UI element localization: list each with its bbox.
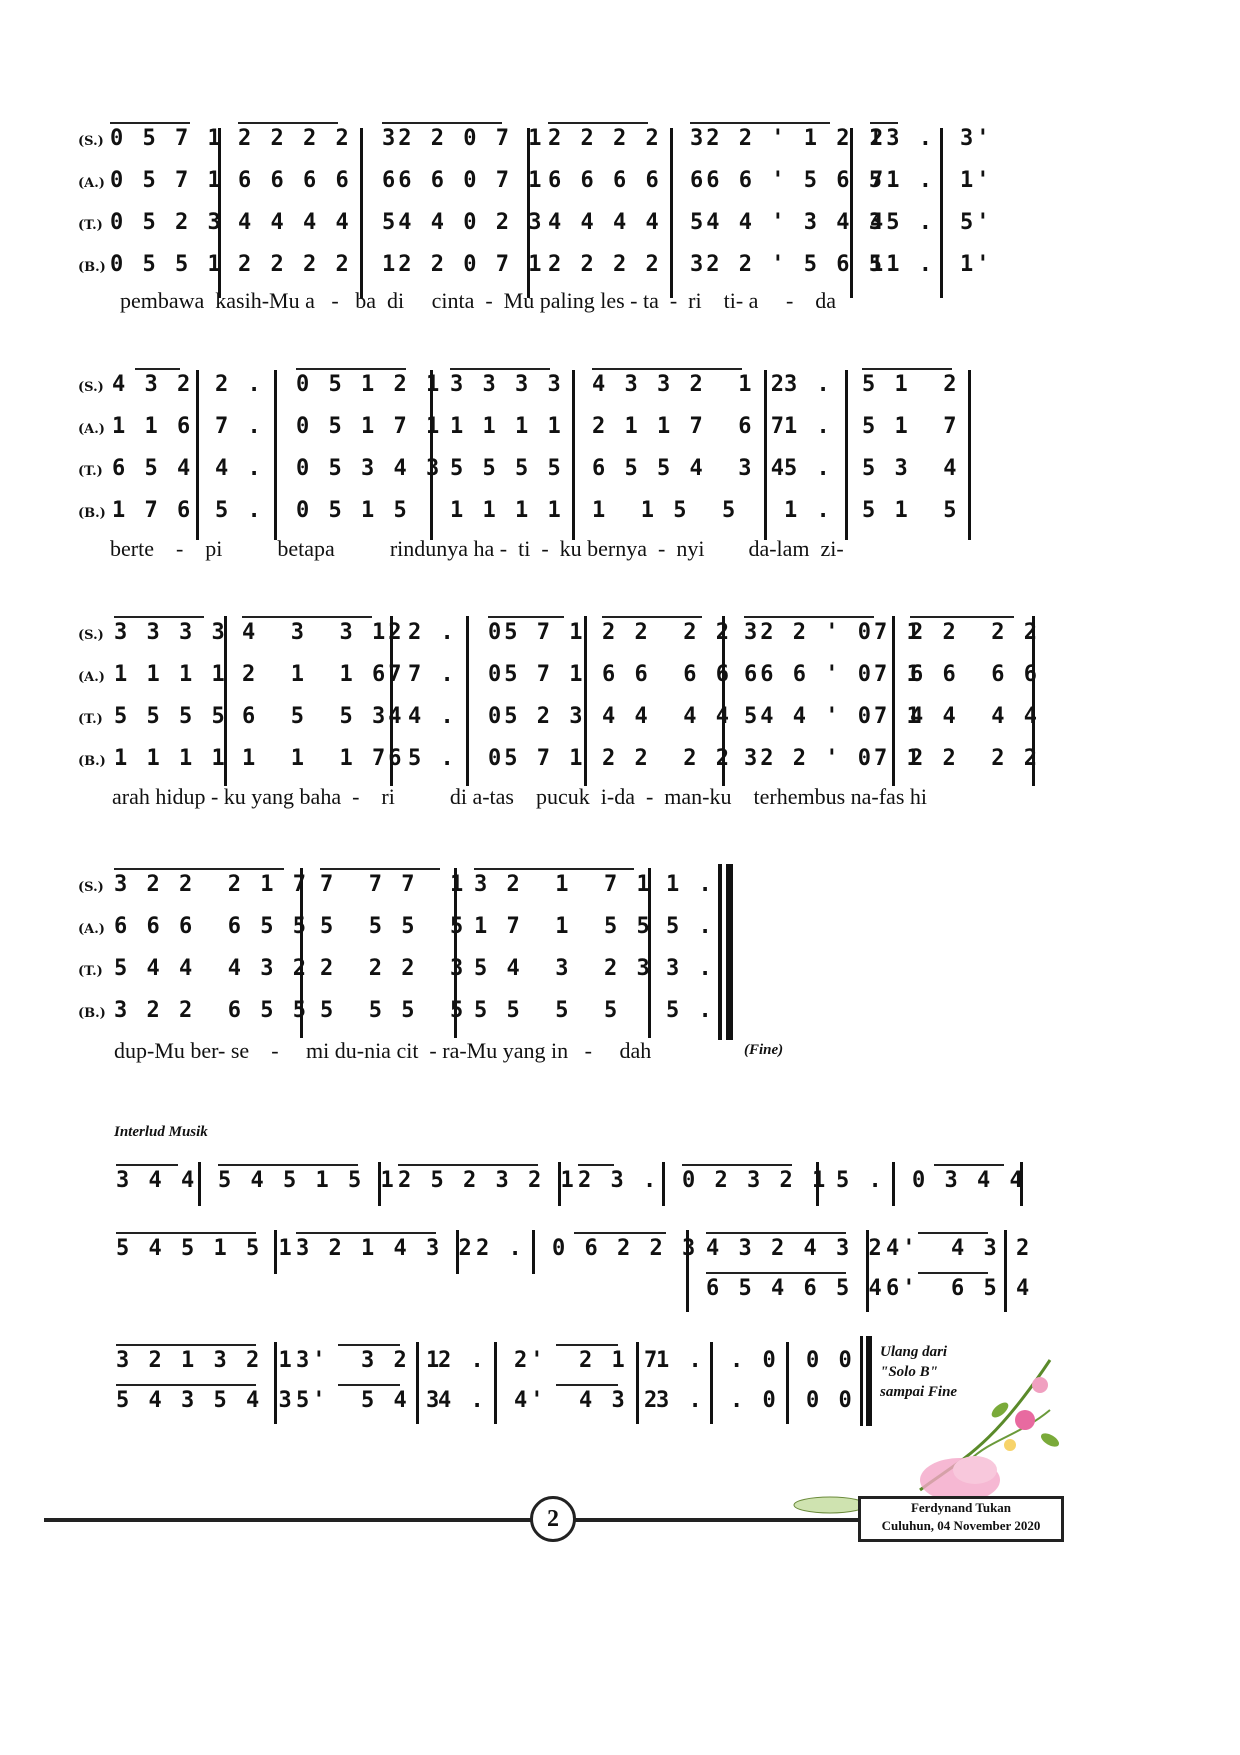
interlude-measure: 2 3 . — [578, 1168, 660, 1193]
measure: 5 . — [784, 456, 833, 481]
measure: 45 . — [870, 210, 935, 235]
system-3 — [0, 610, 1240, 840]
measure: 3' — [960, 126, 993, 151]
measure: 05 2 3 — [488, 704, 586, 729]
measure: 7 7 7 1 — [320, 872, 467, 897]
interlude-measure: 3 . — [656, 1388, 705, 1413]
measure: 12 2 0 7 1 — [382, 252, 545, 277]
measure: 2 2 2 2 — [910, 746, 1040, 771]
interlude-measure: 4' 4 3 2 — [886, 1236, 1033, 1261]
measure: 6 5 4 — [112, 456, 194, 481]
measure: 5 5 5 5 — [474, 998, 621, 1023]
measure: 0 5 2 3 — [110, 210, 224, 235]
measure: 2 2 2 2 — [548, 126, 662, 151]
interlude-measure: 0 6 2 2 3 — [552, 1236, 699, 1261]
interlude-measure: 6' 6 5 4 — [886, 1276, 1033, 1301]
measure: 1 1 5 5 — [592, 498, 739, 523]
measure: 5 . — [215, 498, 264, 523]
interlude-measure: . 0 — [730, 1348, 779, 1373]
interlude-measure: 3' 3 2 1 — [296, 1348, 443, 1373]
interlude-measure: 0 3 4 4 — [912, 1168, 1026, 1193]
tenor-row: (T.) 5 5 5 5 6 5 5 34 4 . 05 2 3 4 4 4 4 54 4 ' 07 1 4 4 4 4 — [78, 704, 1040, 729]
interlude-measure: 5 4 5 1 5 1 — [116, 1236, 295, 1261]
measure: 3 2 2 6 5 5 — [114, 998, 309, 1023]
interlude-measure: 1 . — [656, 1348, 705, 1373]
tenor-row: (T.) 6 5 4 4 . 0 5 3 4 3 5 5 5 5 6 5 5 4 3 4 5 . 5 3 4 — [78, 456, 960, 481]
measure: 2 2 2 3 — [320, 956, 467, 981]
measure: 2 2 2 2 — [238, 126, 352, 151]
interlude-measure: 4' 4 3 2 — [514, 1388, 661, 1413]
interlude-measure: 2 5 2 3 2 1 — [398, 1168, 577, 1193]
alto-row: (A.) 1 1 1 1 2 1 1 67 7 . 05 7 1 6 6 6 6 66 6 ' 07 1 6 6 6 6 — [78, 662, 1040, 687]
measure: 0 5 5 1 — [110, 252, 224, 277]
interlude-measure: 4 . — [438, 1388, 487, 1413]
author-credit: Ferdynand Tukan Culuhun, 04 November 2020 — [858, 1496, 1064, 1542]
measure: 7 . — [215, 414, 264, 439]
system-2 — [0, 360, 1240, 590]
measure: 05 7 1 — [488, 746, 586, 771]
measure: 0 5 1 7 1 — [296, 414, 443, 439]
measure: 5 . — [408, 746, 457, 771]
measure: 1 1 1 1 — [450, 498, 564, 523]
measure: 4 3 3 12 — [242, 620, 405, 645]
measure: 71 . — [870, 168, 935, 193]
measure: 3 2 1 7 1 — [474, 872, 653, 897]
measure: 66 6 ' 5 6 5 — [690, 168, 885, 193]
measure: 2 1 1 7 6 7 — [592, 414, 787, 439]
measure: 3 3 3 3 — [450, 372, 564, 397]
interlude-measure: 6 5 4 6 5 4 — [706, 1276, 885, 1301]
measure: 5 4 3 2 3 — [474, 956, 653, 981]
measure: 23 . — [870, 126, 935, 151]
measure: 5 5 5 5 — [450, 456, 564, 481]
measure: 2 . — [215, 372, 264, 397]
measure: 6 6 6 6 — [602, 662, 732, 687]
alto-row: (A.) 0 5 7 1 6 6 6 6 66 6 0 7 1 6 6 6 6 66 6 ' 5 6 5 71 . 1' — [78, 168, 993, 193]
measure: 32 2 0 7 1 — [382, 126, 545, 151]
measure: 66 6 ' 07 1 — [744, 662, 923, 687]
measure: 5 3 4 — [862, 456, 960, 481]
measure: 1 . — [784, 498, 833, 523]
measure: 32 2 ' 07 1 — [744, 620, 923, 645]
measure: 4 4 4 4 — [910, 704, 1040, 729]
interlude-measure: 5 . — [836, 1168, 885, 1193]
measure: 54 4 ' 07 1 — [744, 704, 923, 729]
measure: 6 5 5 4 3 4 — [592, 456, 787, 481]
measure: 0 5 1 5 — [296, 498, 410, 523]
measure: 05 7 1 — [488, 620, 586, 645]
measure: 3 . — [784, 372, 833, 397]
measure: 4 3 2 — [112, 372, 194, 397]
measure: 7 . — [408, 662, 457, 687]
system-4 — [0, 860, 1240, 1090]
lyric-line: arah hidup - ku yang baha - ri di a-tas pucuk i-da - man-ku terhembus na-fas hi — [112, 784, 927, 809]
measure: 5 . — [666, 914, 715, 939]
interlude-measure: 5 4 5 1 5 1 — [218, 1168, 397, 1193]
measure: 1 1 1 1 — [450, 414, 564, 439]
measure: 5 . — [666, 998, 715, 1023]
measure: 2 2 2 2 — [602, 746, 732, 771]
measure: 1 7 1 5 5 — [474, 914, 653, 939]
soprano-row: (S.) 3 2 2 2 1 7 7 7 7 1 3 2 1 7 1 1 . — [78, 872, 715, 897]
measure: 2 2 2 2 — [602, 620, 732, 645]
interlude-measure: 3 4 4 — [116, 1168, 198, 1193]
measure: 4 4 4 4 — [548, 210, 662, 235]
measure: 32 2 ' 07 1 — [744, 746, 923, 771]
measure: 11 . — [870, 252, 935, 277]
measure: 4 . — [408, 704, 457, 729]
bass-row: (B.) 1 7 6 5 . 0 5 1 5 1 1 1 1 1 1 5 5 1 . 5 1 5 — [78, 498, 960, 523]
interlude-measure: 2 . — [476, 1236, 525, 1261]
measure: 5 1 2 — [862, 372, 960, 397]
measure: 32 2 ' 5 6 5 — [690, 252, 885, 277]
alto-row: (A.) 6 6 6 6 5 5 5 5 5 5 1 7 1 5 5 5 . — [78, 914, 715, 939]
measure: 6 5 5 34 — [242, 704, 405, 729]
measure: 2 2 2 2 — [238, 252, 352, 277]
bass-row: (B.) 3 2 2 6 5 5 5 5 5 5 5 5 5 5 5 . — [78, 998, 715, 1023]
measure: 05 7 1 — [488, 662, 586, 687]
interlude-measure: 3 2 1 3 2 1 — [116, 1348, 295, 1373]
lyric-line: berte - pi betapa rindunya ha - ti - ku bernya - nyi da-lam zi- — [110, 536, 844, 561]
measure: 2 2 2 2 — [548, 252, 662, 277]
tenor-row: (T.) 0 5 2 3 4 4 4 4 54 4 0 2 3 4 4 4 4 54 4 ' 3 4 3 45 . 5' — [78, 210, 993, 235]
measure: 1 1 6 — [112, 414, 194, 439]
measure: 1 7 6 — [112, 498, 194, 523]
lyric-line: dup-Mu ber- se - mi du-nia cit - ra-Mu yang in - dah — [114, 1038, 652, 1063]
measure: 4 4 4 4 — [238, 210, 352, 235]
measure: 5 4 4 4 3 2 — [114, 956, 309, 981]
measure: 1 1 1 1 — [114, 746, 228, 771]
flower-decoration — [900, 1340, 1070, 1510]
measure: 4 3 3 2 1 2 — [592, 372, 787, 397]
system-1 — [0, 110, 1240, 350]
repeat-note: Ulang dari "Solo B" sampai Fine — [880, 1344, 958, 1400]
measure: 1 . — [784, 414, 833, 439]
measure: 0 5 7 1 — [110, 168, 224, 193]
fine-mark: (Fine) — [744, 1042, 784, 1058]
measure: 5 1 5 — [862, 498, 960, 523]
measure: 6 6 6 6 — [910, 662, 1040, 687]
measure: 5' — [960, 210, 993, 235]
measure: 1' — [960, 168, 993, 193]
measure: 1' — [960, 252, 993, 277]
measure: 3 2 2 2 1 7 — [114, 872, 309, 897]
measure: 0 5 7 1 — [110, 126, 224, 151]
measure: 54 4 0 2 3 — [382, 210, 545, 235]
measure: 54 4 ' 3 4 3 — [690, 210, 885, 235]
measure: 1 . — [666, 872, 715, 897]
measure: 5 5 5 5 — [114, 704, 228, 729]
bass-row: (B.) 0 5 5 1 2 2 2 2 12 2 0 7 1 2 2 2 2 32 2 ' 5 6 5 11 . 1' — [78, 252, 993, 277]
interlude-measure: 0 0 — [806, 1388, 855, 1413]
interlude-measure: 2' 2 1 7 — [514, 1348, 661, 1373]
page-number: 2 — [530, 1496, 576, 1542]
interlude-measure: 4 3 2 4 3 2 — [706, 1236, 885, 1261]
interlude-title: Interlud Musik — [114, 1124, 208, 1140]
measure: 66 6 0 7 1 — [382, 168, 545, 193]
measure: 2 1 1 67 — [242, 662, 405, 687]
measure: 0 5 1 2 1 — [296, 372, 443, 397]
measure: 0 5 3 4 3 — [296, 456, 443, 481]
measure: 6 6 6 6 — [548, 168, 662, 193]
measure: 5 5 5 5 — [320, 998, 467, 1023]
measure: 5 5 5 5 — [320, 914, 467, 939]
lyric-line: pembawa kasih-Mu a - ba di cinta - Mu paling les - ta - ri ti- a - da — [120, 288, 837, 313]
interlude-measure: 5' 5 4 3 — [296, 1388, 443, 1413]
measure: 5 1 7 — [862, 414, 960, 439]
measure: 1 1 1 76 — [242, 746, 405, 771]
alto-row: (A.) 1 1 6 7 . 0 5 1 7 1 1 1 1 1 2 1 1 7 6 7 1 . 5 1 7 — [78, 414, 960, 439]
interlude-measure: 5 4 3 5 4 3 — [116, 1388, 295, 1413]
measure: 2 2 2 2 — [910, 620, 1040, 645]
soprano-row: (S.) 0 5 7 1 2 2 2 2 32 2 0 7 1 2 2 2 2 32 2 ' 1 2 1 23 . 3' — [78, 126, 993, 151]
measure: 3 3 3 3 — [114, 620, 228, 645]
measure: 4 4 4 4 — [602, 704, 732, 729]
measure: 32 2 ' 1 2 1 — [690, 126, 885, 151]
tenor-row: (T.) 5 4 4 4 3 2 2 2 2 3 5 4 3 2 3 3 . — [78, 956, 715, 981]
measure: 4 . — [215, 456, 264, 481]
soprano-row: (S.) 3 3 3 3 4 3 3 12 2 . 05 7 1 2 2 2 2 32 2 ' 07 1 2 2 2 2 — [78, 620, 1040, 645]
soprano-row: (S.) 4 3 2 2 . 0 5 1 2 1 3 3 3 3 4 3 3 2 1 2 3 . 5 1 2 — [78, 372, 960, 397]
footer-rule — [44, 1518, 864, 1522]
interlude-measure: . 0 — [730, 1388, 779, 1413]
measure: 3 . — [666, 956, 715, 981]
bass-row: (B.) 1 1 1 1 1 1 1 76 5 . 05 7 1 2 2 2 2 32 2 ' 07 1 2 2 2 2 — [78, 746, 1040, 771]
measure: 6 6 6 6 — [238, 168, 352, 193]
interlude-measure: 2 . — [438, 1348, 487, 1373]
measure: 2 . — [408, 620, 457, 645]
interlude-measure: 0 0 — [806, 1348, 855, 1373]
interlude-measure: 0 2 3 2 1 — [682, 1168, 829, 1193]
interlude-measure: 3 2 1 4 3 2 — [296, 1236, 475, 1261]
measure: 1 1 1 1 — [114, 662, 228, 687]
measure: 6 6 6 6 5 5 — [114, 914, 309, 939]
